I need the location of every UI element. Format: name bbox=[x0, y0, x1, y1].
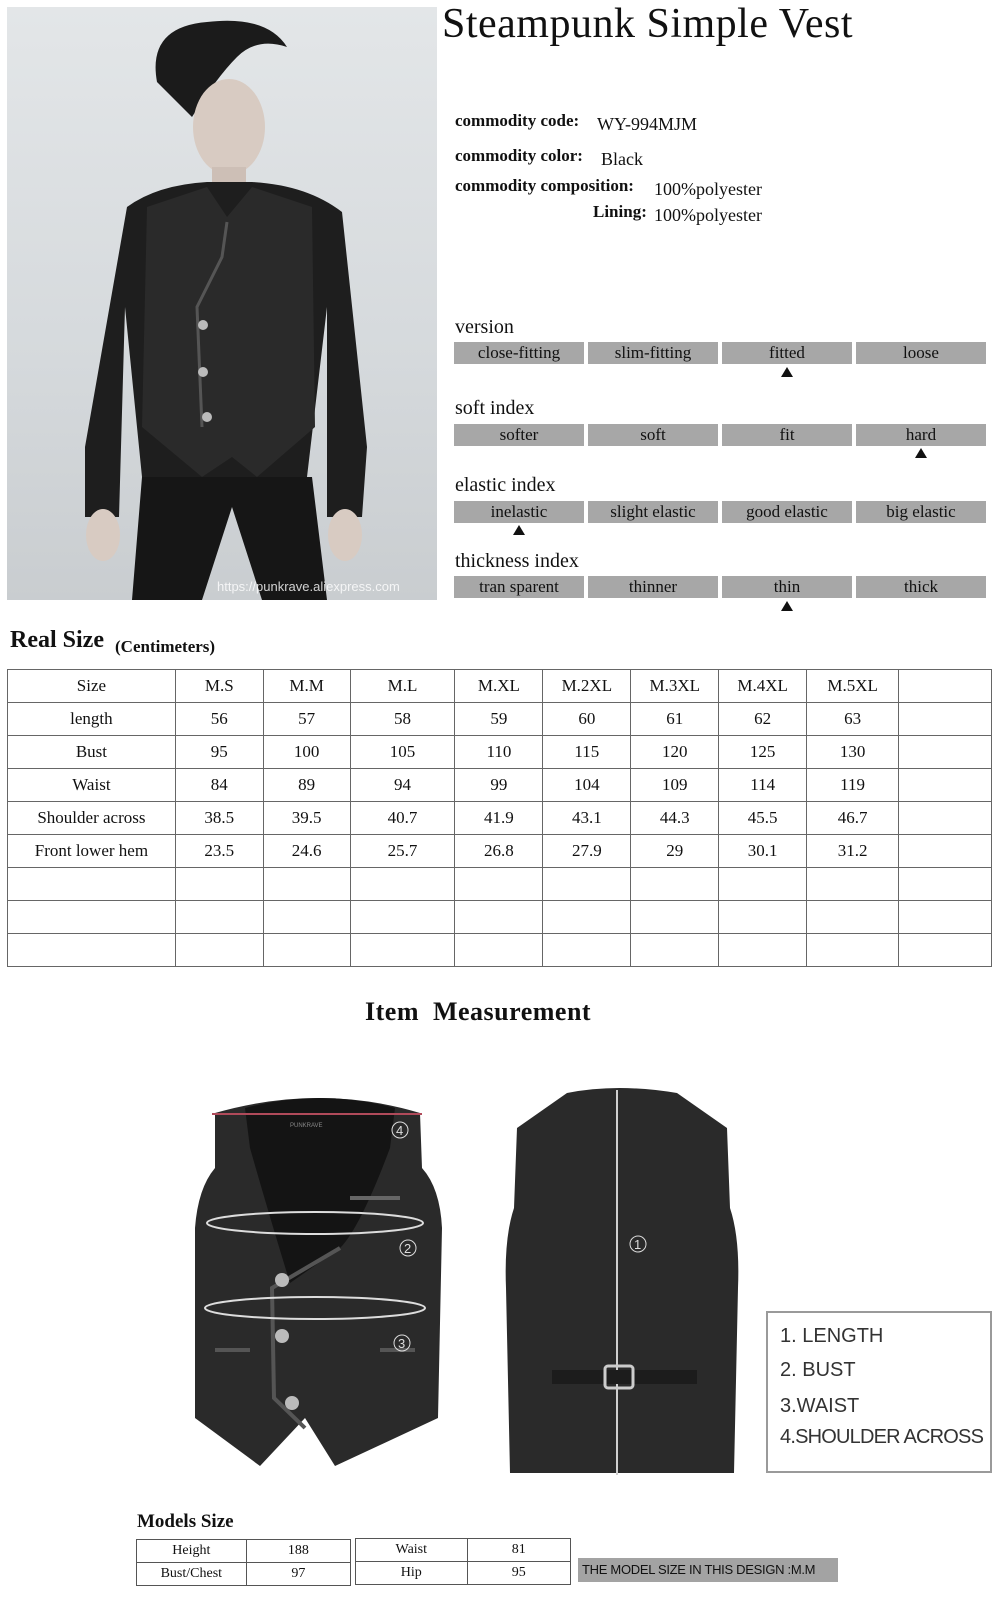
table-cell: 119 bbox=[807, 769, 899, 802]
table-cell bbox=[8, 901, 176, 934]
table-cell: Front lower hem bbox=[8, 835, 176, 868]
version-option: slim-fitting bbox=[588, 342, 718, 364]
elastic-index-label: elastic index bbox=[455, 474, 556, 496]
table-cell: Bust/Chest bbox=[137, 1563, 247, 1586]
table-header-cell: M.5XL bbox=[807, 670, 899, 703]
product-photo bbox=[7, 7, 437, 600]
table-row bbox=[137, 1563, 351, 1586]
lining-label: Lining: bbox=[593, 202, 647, 221]
table-cell: 95 bbox=[175, 736, 263, 769]
table-cell bbox=[807, 901, 899, 934]
table-cell bbox=[899, 868, 992, 901]
thickness-index-option: thinner bbox=[588, 576, 718, 598]
table-header-cell: M.S bbox=[175, 670, 263, 703]
table-cell: 109 bbox=[631, 769, 719, 802]
table-cell: Height bbox=[137, 1540, 247, 1563]
table-cell: 41.9 bbox=[455, 802, 543, 835]
table-cell: 60 bbox=[543, 703, 631, 736]
measurement-legend bbox=[766, 1311, 992, 1473]
models-size-table-left bbox=[136, 1539, 351, 1586]
table-cell bbox=[350, 934, 455, 967]
table-cell: length bbox=[8, 703, 176, 736]
table-cell: 23.5 bbox=[175, 835, 263, 868]
real-size-unit: (Centimeters) bbox=[115, 637, 216, 656]
thickness-index-option: thick bbox=[856, 576, 986, 598]
version-label: version bbox=[455, 316, 514, 338]
selected-marker-icon bbox=[513, 525, 525, 535]
legend-item: 2. BUST bbox=[780, 1359, 856, 1381]
models-size-title: Models Size bbox=[137, 1511, 234, 1532]
size-header-row bbox=[8, 670, 992, 703]
table-cell bbox=[719, 868, 807, 901]
table-cell: Hip bbox=[356, 1562, 468, 1585]
table-cell: 84 bbox=[175, 769, 263, 802]
table-row bbox=[8, 769, 992, 802]
table-cell bbox=[631, 868, 719, 901]
table-cell: 97 bbox=[246, 1563, 350, 1586]
size-table bbox=[7, 669, 992, 967]
table-cell bbox=[8, 868, 176, 901]
vest-front-diagram bbox=[190, 1088, 450, 1478]
soft-index-scale bbox=[454, 424, 988, 446]
button-icon bbox=[275, 1329, 289, 1343]
table-cell: 130 bbox=[807, 736, 899, 769]
table-row bbox=[8, 802, 992, 835]
table-header-cell: Size bbox=[8, 670, 176, 703]
brand-label: PUNKRAVE bbox=[290, 1123, 323, 1129]
table-cell: 45.5 bbox=[719, 802, 807, 835]
table-cell: 43.1 bbox=[543, 802, 631, 835]
table-cell: 95 bbox=[467, 1562, 570, 1585]
table-cell bbox=[263, 934, 350, 967]
table-cell bbox=[543, 868, 631, 901]
thickness-index-option: thin bbox=[722, 576, 852, 598]
table-row bbox=[137, 1540, 351, 1563]
table-cell: 104 bbox=[543, 769, 631, 802]
table-row bbox=[8, 835, 992, 868]
selected-marker-icon bbox=[915, 448, 927, 458]
elastic-index-option: slight elastic bbox=[588, 501, 718, 523]
table-cell bbox=[175, 934, 263, 967]
elastic-index-option: big elastic bbox=[856, 501, 986, 523]
table-cell: Bust bbox=[8, 736, 176, 769]
table-cell bbox=[455, 868, 543, 901]
photo-watermark: https://punkrave.aliexpress.com bbox=[217, 579, 400, 594]
table-cell: 46.7 bbox=[807, 802, 899, 835]
thickness-index-label: thickness index bbox=[455, 550, 579, 572]
thickness-index-option: tran sparent bbox=[454, 576, 584, 598]
table-header-cell: M.3XL bbox=[631, 670, 719, 703]
commodity-composition-label: commodity composition: bbox=[455, 176, 634, 195]
button-icon bbox=[275, 1273, 289, 1287]
table-cell: 114 bbox=[719, 769, 807, 802]
thickness-index-scale bbox=[454, 576, 988, 598]
table-cell bbox=[719, 934, 807, 967]
table-cell: 120 bbox=[631, 736, 719, 769]
table-cell bbox=[263, 901, 350, 934]
table-cell bbox=[899, 769, 992, 802]
table-cell bbox=[807, 868, 899, 901]
version-option: loose bbox=[856, 342, 986, 364]
table-cell: Waist bbox=[356, 1539, 468, 1562]
table-cell: 62 bbox=[719, 703, 807, 736]
table-cell: 125 bbox=[719, 736, 807, 769]
table-row bbox=[356, 1539, 571, 1562]
table-cell: 58 bbox=[350, 703, 455, 736]
marker-4-label: 4 bbox=[396, 1123, 404, 1138]
version-option: fitted bbox=[722, 342, 852, 364]
table-cell: 27.9 bbox=[543, 835, 631, 868]
table-cell bbox=[455, 934, 543, 967]
table-row bbox=[356, 1562, 571, 1585]
table-cell: 99 bbox=[455, 769, 543, 802]
table-header-cell: M.2XL bbox=[543, 670, 631, 703]
product-title: Steampunk Simple Vest bbox=[442, 1, 854, 47]
soft-index-option: soft bbox=[588, 424, 718, 446]
table-cell: 26.8 bbox=[455, 835, 543, 868]
table-cell: 30.1 bbox=[719, 835, 807, 868]
table-cell bbox=[543, 901, 631, 934]
table-cell: 110 bbox=[455, 736, 543, 769]
table-header-cell: M.L bbox=[350, 670, 455, 703]
button-icon bbox=[285, 1396, 299, 1410]
table-cell: 94 bbox=[350, 769, 455, 802]
version-option: close-fitting bbox=[454, 342, 584, 364]
table-cell: 44.3 bbox=[631, 802, 719, 835]
table-cell: 38.5 bbox=[175, 802, 263, 835]
table-cell bbox=[899, 703, 992, 736]
table-cell: 57 bbox=[263, 703, 350, 736]
soft-index-option: fit bbox=[722, 424, 852, 446]
commodity-color-label: commodity color: bbox=[455, 146, 583, 165]
legend-item: 1. LENGTH bbox=[780, 1325, 884, 1347]
table-cell: 31.2 bbox=[807, 835, 899, 868]
table-cell bbox=[631, 901, 719, 934]
table-cell: 100 bbox=[263, 736, 350, 769]
table-cell bbox=[263, 868, 350, 901]
vest-back-shape bbox=[506, 1088, 739, 1473]
table-cell bbox=[175, 901, 263, 934]
elastic-index-option: inelastic bbox=[454, 501, 584, 523]
table-header-cell: M.M bbox=[263, 670, 350, 703]
soft-index-option: hard bbox=[856, 424, 986, 446]
table-cell bbox=[807, 934, 899, 967]
table-cell bbox=[719, 901, 807, 934]
elastic-index-option: good elastic bbox=[722, 501, 852, 523]
table-cell bbox=[899, 901, 992, 934]
table-cell bbox=[175, 868, 263, 901]
commodity-code-value: WY-994MJM bbox=[597, 114, 698, 134]
models-size-table-right bbox=[355, 1538, 571, 1585]
table-cell: 59 bbox=[455, 703, 543, 736]
back-belt-strap bbox=[552, 1370, 697, 1384]
table-cell bbox=[899, 934, 992, 967]
table-header-cell bbox=[899, 670, 992, 703]
table-cell bbox=[899, 835, 992, 868]
table-cell: 105 bbox=[350, 736, 455, 769]
table-header-cell: M.XL bbox=[455, 670, 543, 703]
legend-item: 4.SHOULDER ACROSS bbox=[780, 1426, 984, 1448]
table-cell: 115 bbox=[543, 736, 631, 769]
model-figure bbox=[7, 7, 437, 600]
item-measurement-title: Item Measurement bbox=[365, 997, 592, 1026]
table-cell: 188 bbox=[246, 1540, 350, 1563]
table-cell: 61 bbox=[631, 703, 719, 736]
table-cell: 29 bbox=[631, 835, 719, 868]
table-cell: 56 bbox=[175, 703, 263, 736]
table-cell bbox=[543, 934, 631, 967]
selected-marker-icon bbox=[781, 601, 793, 611]
table-row bbox=[8, 934, 992, 967]
real-size-title: Real Size bbox=[10, 627, 104, 653]
table-cell: 81 bbox=[467, 1539, 570, 1562]
table-row bbox=[8, 901, 992, 934]
table-row bbox=[8, 703, 992, 736]
elastic-index-scale bbox=[454, 501, 988, 523]
commodity-color-value: Black bbox=[601, 149, 643, 169]
table-cell: 40.7 bbox=[350, 802, 455, 835]
table-cell bbox=[350, 901, 455, 934]
table-cell bbox=[455, 901, 543, 934]
table-cell: Shoulder across bbox=[8, 802, 176, 835]
table-cell: 63 bbox=[807, 703, 899, 736]
table-row bbox=[8, 736, 992, 769]
table-cell bbox=[8, 934, 176, 967]
table-cell: 25.7 bbox=[350, 835, 455, 868]
commodity-code-label: commodity code: bbox=[455, 111, 580, 130]
selected-marker-icon bbox=[781, 367, 793, 377]
model-size-note: THE MODEL SIZE IN THIS DESIGN :M.M bbox=[578, 1558, 838, 1582]
table-cell bbox=[899, 736, 992, 769]
marker-2-label: 2 bbox=[404, 1241, 412, 1256]
table-row bbox=[8, 868, 992, 901]
table-header-cell: M.4XL bbox=[719, 670, 807, 703]
version-scale bbox=[454, 342, 988, 364]
table-cell bbox=[350, 868, 455, 901]
table-cell: Waist bbox=[8, 769, 176, 802]
table-cell: 39.5 bbox=[263, 802, 350, 835]
marker-3-label: 3 bbox=[398, 1336, 406, 1351]
lining-value: 100%polyester bbox=[654, 205, 762, 225]
table-cell bbox=[899, 802, 992, 835]
table-cell: 89 bbox=[263, 769, 350, 802]
soft-index-option: softer bbox=[454, 424, 584, 446]
vest-back-diagram bbox=[502, 1088, 742, 1483]
table-cell: 24.6 bbox=[263, 835, 350, 868]
marker-1-label: 1 bbox=[634, 1237, 642, 1252]
commodity-composition-value: 100%polyester bbox=[654, 179, 762, 199]
legend-item: 3.WAIST bbox=[780, 1395, 860, 1417]
table-cell bbox=[631, 934, 719, 967]
soft-index-label: soft index bbox=[455, 397, 535, 419]
